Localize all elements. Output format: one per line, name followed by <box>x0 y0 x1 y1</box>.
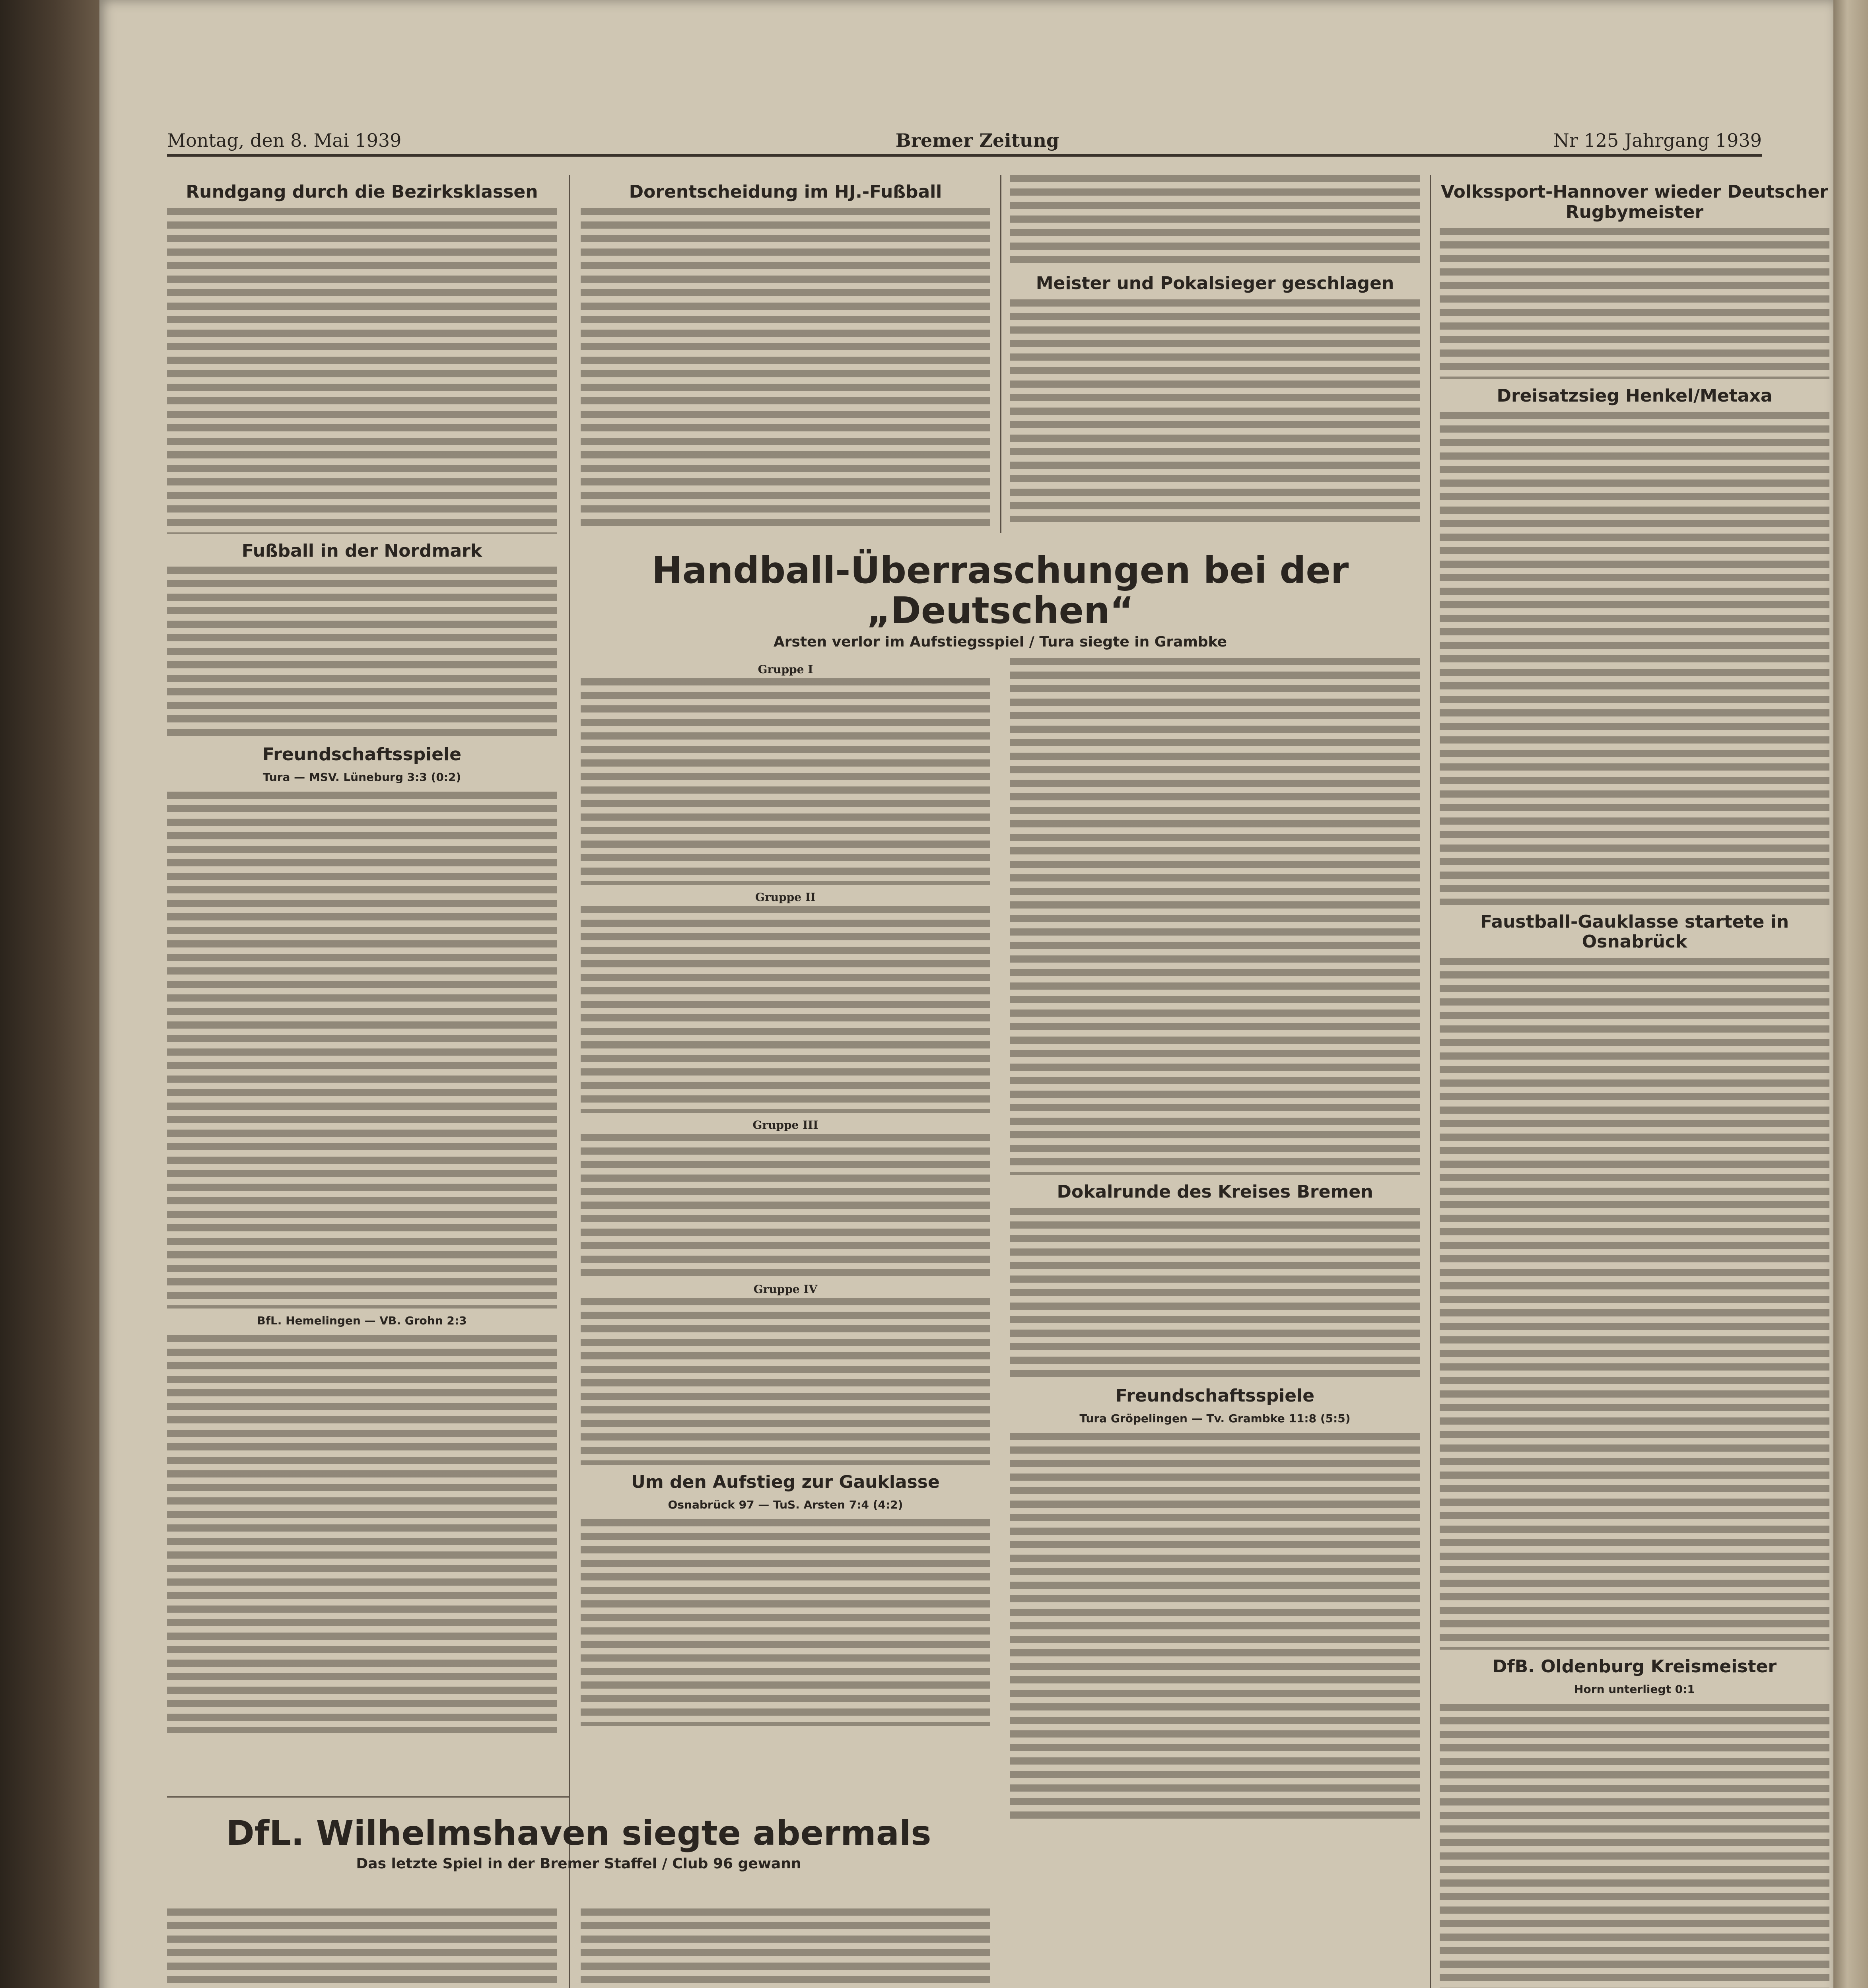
headline-faustball: Faustball-Gauklasse startete in Osnabrück <box>1480 911 1789 952</box>
column-1 <box>167 175 557 1797</box>
headline-meister-pokalsieger: Meister und Pokalsieger geschlagen <box>1036 273 1394 293</box>
headline-henkel-metaxa: Dreisatzsieg Henkel/Metaxa <box>1497 386 1773 406</box>
match-result: Osnabrück 97 — TuS. Arsten 7:4 (4:2) <box>668 1498 903 1511</box>
match-result: BfL. Hemelingen — VB. Grohn 2:3 <box>257 1314 467 1327</box>
article-text <box>1010 299 1420 522</box>
article-text <box>167 208 557 534</box>
next-page-edge <box>1833 0 1868 1988</box>
article-text <box>581 208 990 526</box>
match-result: Horn unterliegt 0:1 <box>1574 1682 1695 1696</box>
handball-column-right <box>1010 658 1420 1828</box>
header-masthead: Bremer Zeitung <box>895 130 1059 151</box>
header-date: Montag, den 8. Mai 1939 <box>167 130 402 151</box>
section-rule <box>167 1796 569 1798</box>
group-label: Gruppe III <box>752 1118 818 1132</box>
subheadline-wilhelmshaven: Das letzte Spiel in der Bremer Staffel / Club 96 gewann <box>356 1855 801 1872</box>
column-rule <box>1430 175 1431 1988</box>
article-text <box>1440 228 1829 379</box>
match-result: Tura — MSV. Lüneburg 3:3 (0:2) <box>262 770 461 784</box>
column-rule <box>569 175 570 1988</box>
handball-section <box>581 541 1420 1828</box>
wilhelmshaven-section <box>167 1789 569 1805</box>
column-3-top <box>1010 175 1420 533</box>
headline-freundschaftsspiele-handball: Freundschaftsspiele <box>1115 1385 1315 1406</box>
article-text <box>167 567 557 738</box>
header-issue: Nr 125 Jahrgang 1939 <box>1553 130 1762 151</box>
article-text <box>581 1134 990 1277</box>
headline-oldenburg: DfB. Oldenburg Kreismeister <box>1492 1656 1777 1677</box>
article-text <box>1440 1704 1829 1988</box>
headline-aufstieg: Um den Aufstieg zur Gauklasse <box>631 1472 940 1493</box>
article-text <box>1010 1433 1420 1823</box>
book-binding <box>0 0 99 1988</box>
article-text <box>167 1335 557 1733</box>
subheadline-handball: Arsten verlor im Aufstiegsspiel / Tura siegte in Grambke <box>773 634 1227 650</box>
headline-hj-fussball: Dorentscheidung im HJ.-Fußball <box>629 182 942 202</box>
column-rule <box>1000 175 1001 533</box>
wilhelmshaven-header <box>167 1805 990 1880</box>
match-result: Tura Gröpelingen — Tv. Grambke 11:8 (5:5) <box>1079 1411 1351 1425</box>
article-text <box>1010 175 1420 266</box>
article-text <box>167 1908 557 1988</box>
group-label: Gruppe IV <box>753 1283 818 1296</box>
article-text <box>1440 958 1829 1650</box>
newspaper-page <box>99 0 1833 1988</box>
headline-pokalrunde: Dokalrunde des Kreises Bremen <box>1057 1182 1373 1202</box>
headline-rugby: Volkssport-Hannover wieder Deutscher Rugbymeister <box>1440 182 1829 222</box>
article-text <box>581 906 990 1113</box>
article-text <box>1010 658 1420 1175</box>
article-text <box>1440 412 1829 905</box>
page-header <box>167 123 1762 157</box>
headline-wilhelmshaven: DfL. Wilhelmshaven siegte abermals <box>226 1813 931 1853</box>
article-text <box>167 792 557 1309</box>
article-text <box>581 1519 990 1726</box>
wilhelmshaven-column-left <box>167 1908 557 1988</box>
wilhelmshaven-column-right <box>581 1908 990 1988</box>
article-text <box>1010 1208 1420 1379</box>
group-label: Gruppe II <box>755 891 816 904</box>
headline-handball: Handball-Überraschungen bei der „Deutschen“ <box>651 549 1349 632</box>
headline-nordmark: Fußball in der Nordmark <box>241 540 482 561</box>
article-text <box>581 1908 990 1988</box>
handball-column-left <box>581 658 990 1828</box>
group-label: Gruppe I <box>758 663 813 676</box>
column-4 <box>1440 175 1829 1988</box>
headline-bezirksklassen: Rundgang durch die Bezirksklassen <box>186 182 538 202</box>
headline-freundschaftsspiele: Freundschaftsspiele <box>262 744 462 765</box>
article-text <box>581 1298 990 1465</box>
column-2-top <box>581 175 990 533</box>
article-text <box>581 678 990 885</box>
